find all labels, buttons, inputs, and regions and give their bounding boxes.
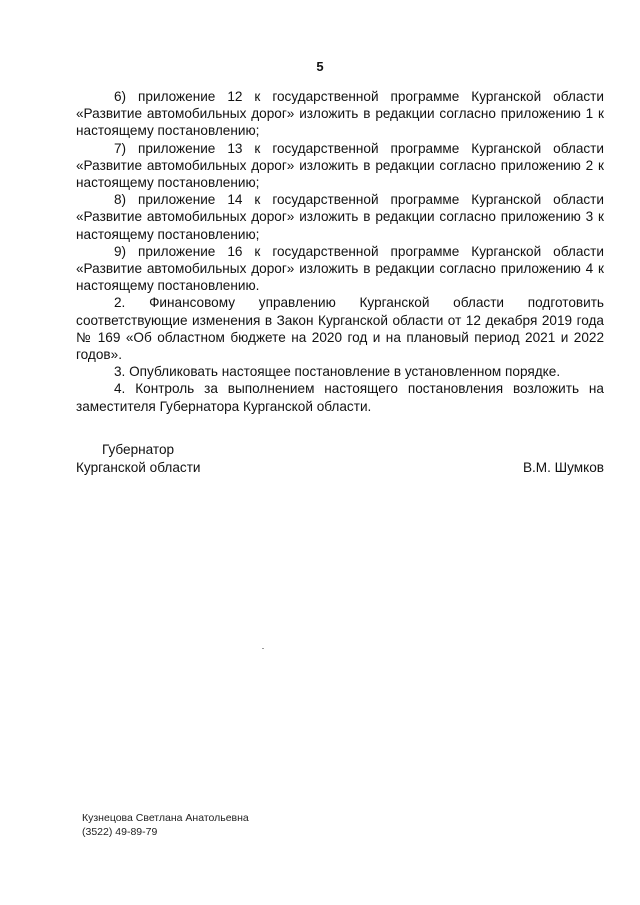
paragraph-item-9: 9) приложение 16 к государственной программе Курганской области «Развитие автомобильных дорог» изложить в редакции согласно приложению 4 к настоящему постановлению. [76,243,604,294]
document-body [76,88,604,415]
page-number: 5 [316,59,324,74]
paragraph-point-3: 3. Опубликовать настоящее постановление в установленном порядке. [114,364,561,380]
signatory-title-line2: Курганской области [76,459,201,475]
signatory-title-line1: Губернатор [102,442,175,457]
paragraph-item-6: 6) приложение 12 к государственной программе Курганской области «Развитие автомобильных дорог» изложить в редакции согласно приложению 1 к настоящему постановлению; [76,89,604,139]
paragraph-item-8: 8) приложение 14 к государственной программе Курганской области «Развитие автомобильных дорог» изложить в редакции согласно приложению 3 к настоящему постановлению; [76,192,604,242]
executor-phone: (3522) 49-89-79 [82,826,158,838]
paragraph-point-4: 4. Контроль за выполнением настоящего постановления возложить на заместителя Губернатора Курганской области. [76,381,604,414]
paragraph-item-7: 7) приложение 13 к государственной программе Курганской области «Развитие автомобильных дорог» изложить в редакции согласно приложению 2 к настоящему постановлению; [76,140,604,191]
signatory-name: В.М. Шумков [522,459,604,475]
executor-block [82,811,249,839]
executor-name: Кузнецова Светлана Анатольевна [82,812,249,824]
paragraph-point-2: 2. Финансовому управлению Курганской области подготовить соответствующие изменения в Закон Курганской области от 12 декабря 2019 года № 169 «Об областном бюджете на 2020 год и на плановый период 2021 и 2022 годов». [76,295,604,363]
scan-speck [262,648,264,649]
signature-block [76,441,604,476]
